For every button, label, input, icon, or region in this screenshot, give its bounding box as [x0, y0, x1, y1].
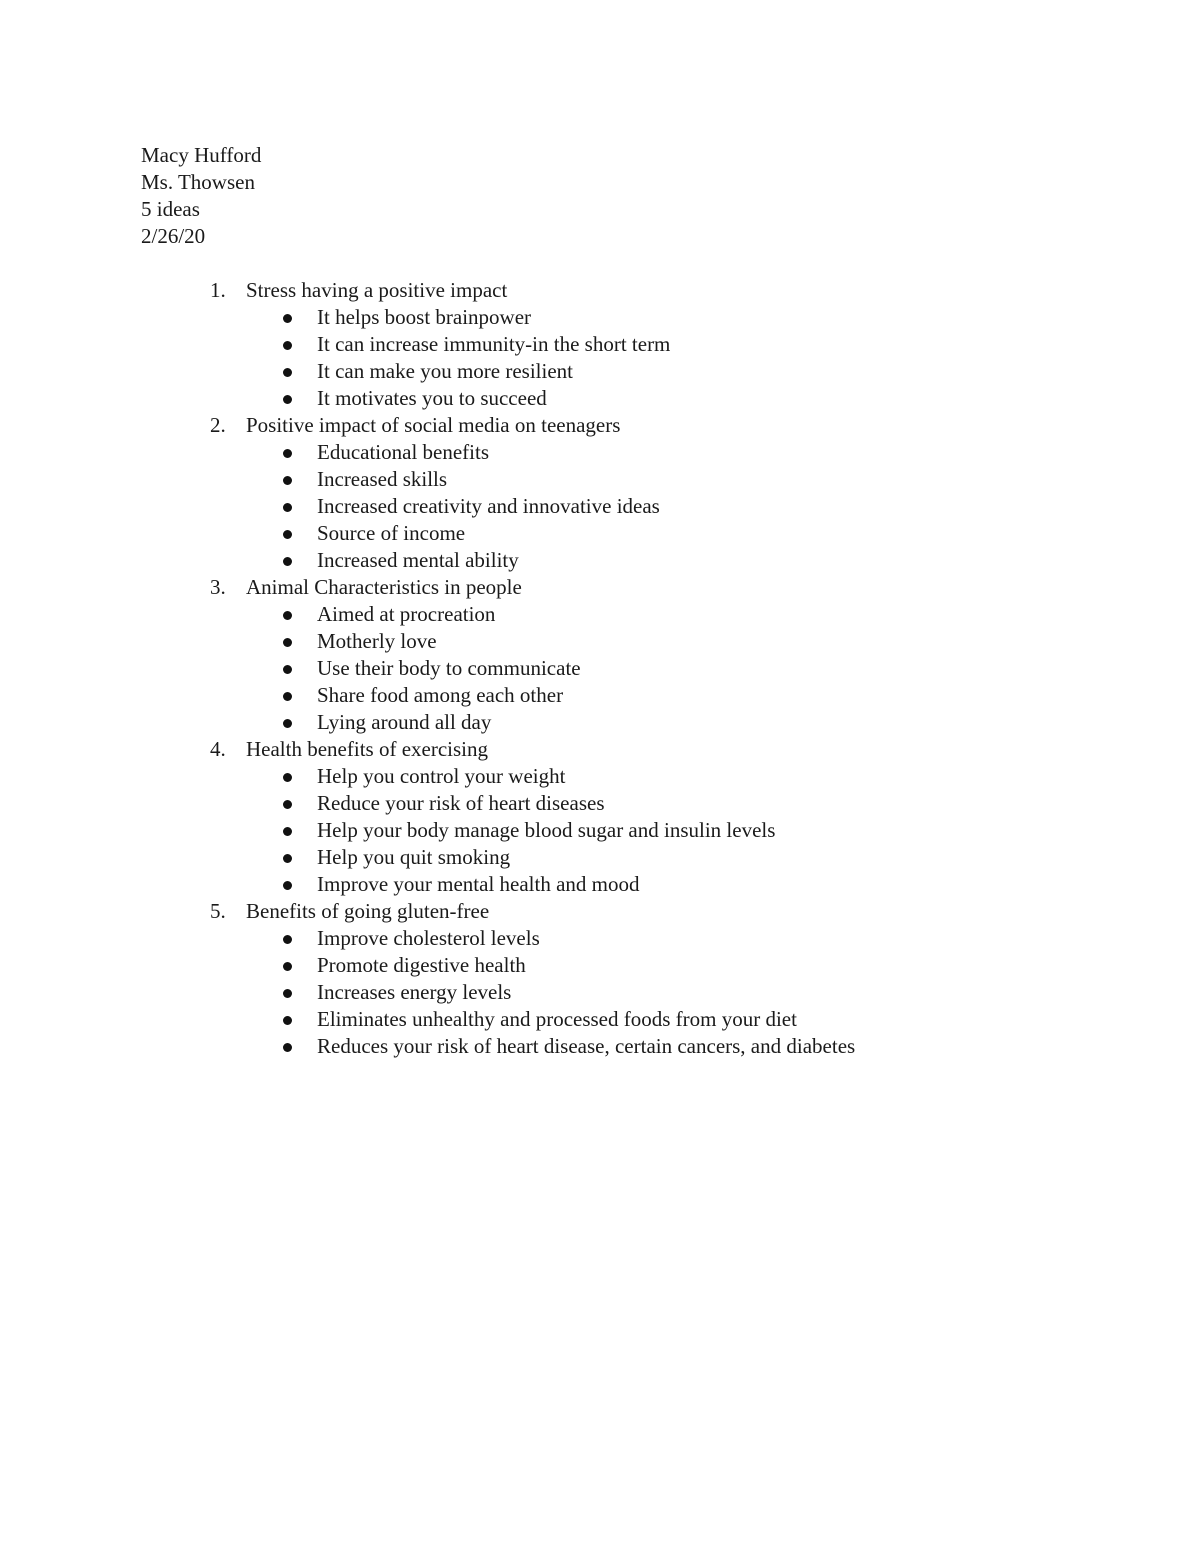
student-name: Macy Hufford: [141, 143, 262, 167]
bullet-point: [0, 493, 1200, 520]
bullet-text: Increased skills: [317, 467, 448, 491]
bullet-icon: [283, 395, 292, 404]
bullet-icon: [283, 773, 292, 782]
idea-item-2: [0, 412, 1200, 574]
bullet-text: Increases energy levels: [317, 980, 512, 1004]
idea-title: Benefits of going gluten-free: [246, 899, 490, 923]
idea-heading: [0, 574, 1200, 601]
bullet-text: Help you quit smoking: [317, 845, 511, 869]
bullet-point: [0, 763, 1200, 790]
bullet-text: Increased creativity and innovative ideas: [317, 494, 660, 518]
document-header: [141, 142, 261, 250]
idea-title: Health benefits of exercising: [246, 737, 488, 761]
bullet-text: Improve cholesterol levels: [317, 926, 540, 950]
assignment-title: 5 ideas: [141, 197, 200, 221]
bullet-icon: [283, 935, 292, 944]
bullet-point: [0, 358, 1200, 385]
idea-item-1: [0, 277, 1200, 412]
bullet-point: [0, 601, 1200, 628]
bullet-icon: [283, 719, 292, 728]
idea-title: Positive impact of social media on teenagers: [246, 413, 621, 437]
bullet-point: [0, 709, 1200, 736]
bullet-text: It can make you more resilient: [317, 359, 573, 383]
bullet-icon: [283, 530, 292, 539]
bullet-icon: [283, 368, 292, 377]
bullet-icon: [283, 665, 292, 674]
bullet-icon: [283, 557, 292, 566]
idea-title: Stress having a positive impact: [246, 278, 508, 302]
bullet-point: [0, 1033, 1200, 1060]
bullet-text: Motherly love: [317, 629, 437, 653]
bullet-icon: [283, 503, 292, 512]
bullet-text: It motivates you to succeed: [317, 386, 547, 410]
idea-number: 1.: [210, 278, 226, 302]
bullet-text: Use their body to communicate: [317, 656, 581, 680]
bullet-text: Lying around all day: [317, 710, 492, 734]
idea-number: 3.: [210, 575, 226, 599]
bullet-icon: [283, 341, 292, 350]
bullet-icon: [283, 854, 292, 863]
bullet-text: Eliminates unhealthy and processed foods from your diet: [317, 1007, 797, 1031]
ideas-list: [0, 277, 1200, 1060]
bullet-text: Reduce your risk of heart diseases: [317, 791, 605, 815]
bullet-text: Help your body manage blood sugar and insulin levels: [317, 818, 776, 842]
teacher-name: Ms. Thowsen: [141, 170, 255, 194]
bullet-icon: [283, 692, 292, 701]
bullet-point: [0, 547, 1200, 574]
bullet-icon: [283, 881, 292, 890]
idea-heading: [0, 736, 1200, 763]
bullet-text: Help you control your weight: [317, 764, 566, 788]
bullet-point: [0, 655, 1200, 682]
idea-number: 4.: [210, 737, 226, 761]
bullet-icon: [283, 800, 292, 809]
bullet-point: [0, 439, 1200, 466]
bullet-icon: [283, 989, 292, 998]
bullet-icon: [283, 962, 292, 971]
bullet-point: [0, 628, 1200, 655]
bullet-point: [0, 952, 1200, 979]
bullet-icon: [283, 476, 292, 485]
bullet-icon: [283, 449, 292, 458]
bullet-text: Increased mental ability: [317, 548, 519, 572]
bullet-text: Aimed at procreation: [317, 602, 496, 626]
bullet-point: [0, 466, 1200, 493]
bullet-icon: [283, 827, 292, 836]
idea-item-4: [0, 736, 1200, 898]
bullet-text: Reduces your risk of heart disease, certain cancers, and diabetes: [317, 1034, 856, 1058]
bullet-icon: [283, 1016, 292, 1025]
bullet-point: [0, 871, 1200, 898]
bullet-point: [0, 304, 1200, 331]
idea-item-3: [0, 574, 1200, 736]
bullet-text: Educational benefits: [317, 440, 490, 464]
bullet-icon: [283, 314, 292, 323]
bullet-icon: [283, 638, 292, 647]
idea-heading: [0, 412, 1200, 439]
idea-number: 5.: [210, 899, 226, 923]
idea-heading: [0, 277, 1200, 304]
idea-title: Animal Characteristics in people: [246, 575, 522, 599]
idea-heading: [0, 898, 1200, 925]
bullet-point: [0, 682, 1200, 709]
bullet-text: Improve your mental health and mood: [317, 872, 640, 896]
bullet-text: It helps boost brainpower: [317, 305, 532, 329]
bullet-point: [0, 385, 1200, 412]
bullet-icon: [283, 611, 292, 620]
bullet-text: Promote digestive health: [317, 953, 526, 977]
bullet-point: [0, 1006, 1200, 1033]
idea-number: 2.: [210, 413, 226, 437]
bullet-text: It can increase immunity-in the short term: [317, 332, 671, 356]
bullet-point: [0, 520, 1200, 547]
bullet-point: [0, 979, 1200, 1006]
document-date: 2/26/20: [141, 224, 206, 248]
bullet-text: Share food among each other: [317, 683, 564, 707]
bullet-text: Source of income: [317, 521, 466, 545]
bullet-point: [0, 844, 1200, 871]
bullet-point: [0, 817, 1200, 844]
idea-item-5: [0, 898, 1200, 1060]
bullet-icon: [283, 1043, 292, 1052]
bullet-point: [0, 331, 1200, 358]
bullet-point: [0, 790, 1200, 817]
bullet-point: [0, 925, 1200, 952]
